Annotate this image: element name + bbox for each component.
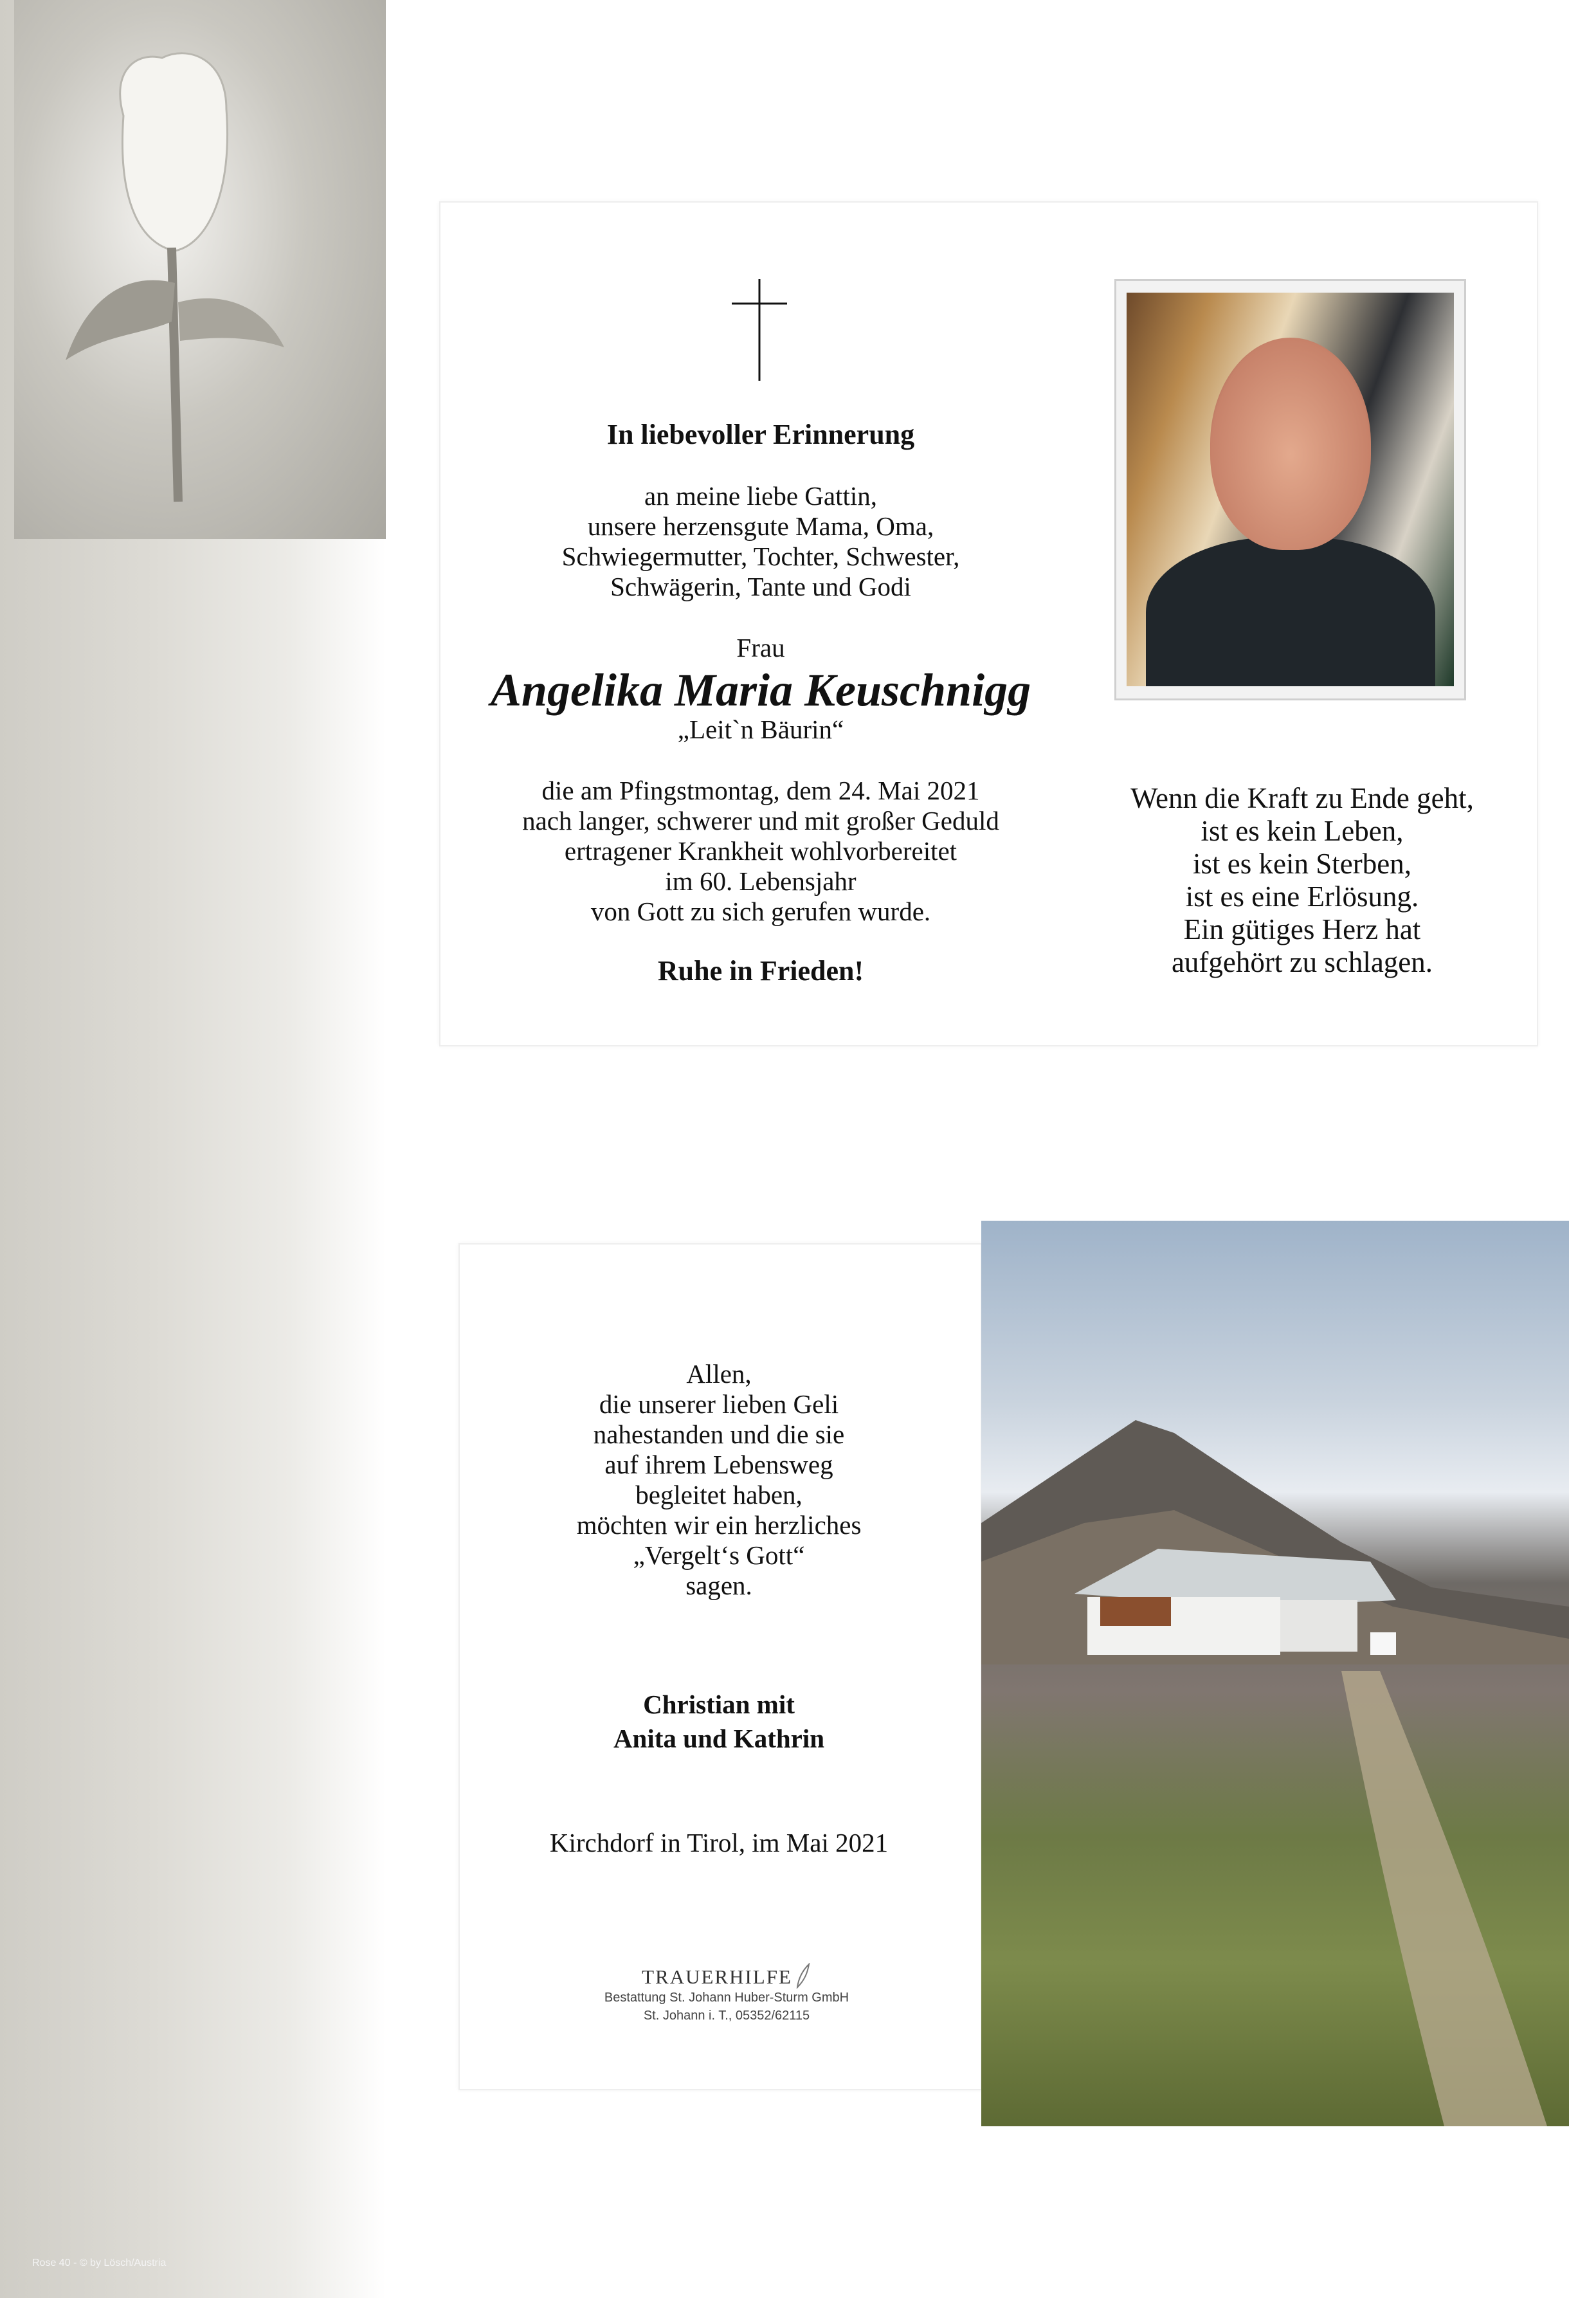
deceased-name: Angelika Maria Keuschnigg <box>490 664 1031 716</box>
thanks-line: begleitet haben, <box>635 1480 803 1509</box>
company-contact: St. Johann i. T., 05352/62115 <box>643 2009 810 2023</box>
verse-text <box>1093 782 1511 979</box>
death-line: nach langer, schwerer und mit großer Geduld <box>522 806 999 835</box>
remembrance-heading: In liebevoller Erinnerung <box>606 419 915 450</box>
portrait-photo-frame <box>1114 279 1466 700</box>
signature-line: Anita und Kathrin <box>613 1724 825 1753</box>
thanks-line: sagen. <box>685 1571 752 1600</box>
intro-text <box>503 481 1018 602</box>
verse-line: ist es eine Erlösung. <box>1185 880 1419 913</box>
thanks-line: „Vergelt‘s Gott“ <box>633 1540 805 1570</box>
intro-line: Schwägerin, Tante und Godi <box>610 572 911 601</box>
image-credit: Rose 40 - © by Lösch/Austria <box>32 2257 167 2268</box>
verse-line: aufgehört zu schlagen. <box>1171 946 1433 978</box>
portrait-photo <box>1127 293 1454 686</box>
alpine-hut-photo <box>981 1221 1569 2126</box>
thanks-line: die unserer lieben Geli <box>599 1389 839 1419</box>
thanks-line: möchten wir ein herzliches <box>576 1510 862 1540</box>
salutation: Frau <box>736 633 785 662</box>
intro-line: an meine liebe Gattin, <box>644 481 878 511</box>
verse-line: Wenn die Kraft zu Ende geht, <box>1130 782 1474 814</box>
signature-line: Christian mit <box>643 1690 795 1719</box>
nickname: „Leit`n Bäurin“ <box>677 715 844 744</box>
verse-line: Ein gütiges Herz hat <box>1183 913 1421 945</box>
cross-icon <box>732 279 787 381</box>
verse-line: ist es kein Sterben, <box>1193 848 1411 880</box>
funeral-home-logo <box>592 1963 862 2025</box>
thanks-line: auf ihrem Lebensweg <box>604 1450 833 1479</box>
death-line: die am Pfingstmontag, dem 24. Mai 2021 <box>541 776 980 805</box>
company-name: Bestattung St. Johann Huber-Sturm GmbH <box>604 1991 849 2005</box>
death-line: von Gott zu sich gerufen wurde. <box>590 897 931 926</box>
thanks-line: Allen, <box>686 1359 752 1389</box>
rest-in-peace: Ruhe in Frieden! <box>657 955 864 987</box>
thanks-text <box>526 1359 912 1601</box>
death-line: ertragener Krankheit wohlvorbereitet <box>564 836 957 866</box>
brand-name: TRAUERHILFE <box>642 1965 792 1988</box>
intro-line: unsere herzensgute Mama, Oma, <box>587 511 934 541</box>
signature <box>558 1688 880 1756</box>
intro-line: Schwiegermutter, Tochter, Schwester, <box>561 542 960 571</box>
thanks-line: nahestanden und die sie <box>593 1419 845 1449</box>
feather-icon <box>795 1963 812 1989</box>
white-rose-image <box>14 0 386 539</box>
verse-line: ist es kein Leben, <box>1201 815 1404 847</box>
place-date: Kirchdorf in Tirol, im Mai 2021 <box>549 1828 889 1857</box>
death-notice-text <box>503 776 1018 927</box>
death-line: im 60. Lebensjahr <box>665 866 857 896</box>
